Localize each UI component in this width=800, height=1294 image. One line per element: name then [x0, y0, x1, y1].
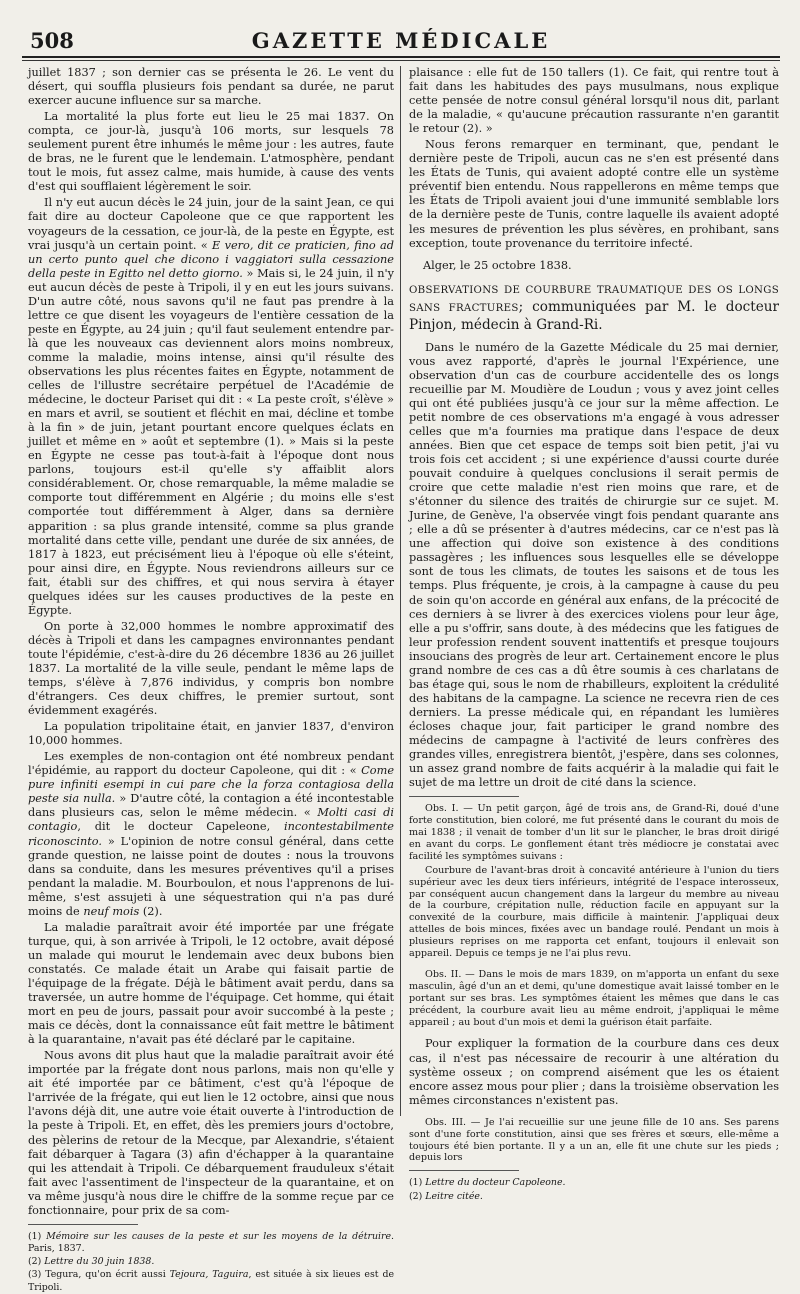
- paragraph: Dans le numéro de la Gazette Médicale du 25 mai dernier, vous avez rapporté, d'après le journal l'Expérience, une observation d'un cas de courbure accidentelle des os longs recueillie par M. Moudière de Loudun ; vous y avez joint celles qui ont été publiées jusqu'à ce jour sur la même affection. Le petit nombre de ces observations m'a engagé à vous adresser celles que m'a fournies ma pratique dans l'espace de deux années. Bien que cet espace de temps soit bien petit, j'ai vu trois fois cet accident ; si une expérience d'aussi courte durée pouvait conduire à quelques conclusions il serait permis de croire que cette maladie n'est rien moins que rare, et de s'étonner du silence des traités de chirurgie sur ce sujet. M. Jurine, de Genève, l'a observée vingt fois pendant quarante ans ; elle a dû se présenter à d'autres médecins, car ce n'est pas là une affection qui doive son existence à des conditions passagères ; les influences sous lesquelles elle se développe sont de tous les climats, de toutes les saisons et de tous les temps. Plus fréquente, je crois, à la campagne à cause du peu de soin qu'on accorde en général aux enfans, de la précocité de ces derniers à se livrer à des exercices violens pour leur âge, elle a pu s'offrir, sans doute, à des médecins que les fatigues de leur profession rendent souvent inattentifs et presque toujours insoucians des progrès de leur art. Certainement encore le plus grand nombre de ces cas a dû être soumis à ces charlatans de bas étage qui, sous le nom de rhabilleurs, exploitent la crédulité des habitans de la campagne. La science ne recevra rien de ces derniers. La presse médicale qui, en répandant les lumières écloses chaque jour, fait participer le grand nombre des médecins de campagne à l'activité de leurs confrères des grandes villes, enregistrera bientôt, j'espère, dans ses colonnes, un assez grand nombre de faits acquérir à la maladie qui fait le sujet de ma lettre un droit de cité dans la science.: [409, 340, 779, 790]
- footnote: (1) Mémoire sur les causes de la peste et sur les moyens de la détruire. Paris, 1837.: [28, 1230, 394, 1254]
- footnote-rule: [28, 1224, 138, 1225]
- paragraph: La population tripolitaine était, en janvier 1837, d'environ 10,000 hommes.: [28, 720, 394, 748]
- observation: Obs. I. — Un petit garçon, âgé de trois ans, de Grand-Ri, doué d'une forte constitution, bien coloré, me fut présenté dans le courant du mois de mai 1838 ; il venait de tomber d'un lit sur le plancher, le bras droit dirigé en avant du corps. Le gonflement étant très médiocre je constatai avec facilité les symptômes suivans :: [409, 803, 779, 862]
- footnote: (2) Leitre citée.: [409, 1190, 483, 1202]
- paragraph: La maladie paraîtrait avoir été importée par une frégate turque, qui, à son arrivée à Tripoli, le 12 octobre, avait déposé un malade qui mourut le lendemain avec deux bubons bien constatés. Ce malade était un Arabe qui faisait partie de l'équipage de la frégate. Déjà le bâtiment avait perdu, dans sa traversée, un autre homme de l'équipage. Cet homme, qui était mort en peu de jours, passait pour avoir succombé à la peste ; mais ce décès, dont la connaissance eût fait mettre le bâtiment à la quarantaine, n'avait pas été déclaré par le capitaine.: [28, 920, 394, 1047]
- footnote: (2) Lettre du 30 juin 1838.: [28, 1256, 155, 1268]
- page-header: [22, 22, 780, 58]
- article-title: OBSERVATIONS DE COURBURE TRAUMATIQUE DES OS LONGS SANS FRACTURES; communiquées par M. le docteur Pinjon, médecin à Grand-Ri.: [409, 284, 780, 333]
- observation: Courbure de l'avant-bras droit à concavité antérieure à l'union du tiers supérieur avec les deux tiers inférieurs, intégrité de l'espace interosseux, par conséquent aucun changement dans la largeur du membre au niveau de la courbure, crépitation nulle, réduction facile en appuyant sur la convexité de la courbure, mais difficile à maintenir. J'appliquai deux attelles de bois minces, fixées avec un bandage roulé. Pendant un mois à plusieurs reprises on me rapporta cet enfant, toujours il enlevait son appareil. Depuis ce temps je ne l'ai plus revu.: [409, 864, 779, 960]
- paragraph: Les exemples de non-contagion ont été nombreux pendant l'épidémie, au rapport du docteur Capoleone, qui dit : « Come pure infiniti esempi in cui pare che la forza contagiosa della peste sia nulla. » D'autre côté, la contagion a été incontestable dans plusieurs cas, selon le même médecin. « Molti casi di contagio, dit le docteur Capeleone, incontestabilmente riconoscinto. » L'opinion de notre consul général, dans cette grande question, ne laisse point de doutes : nous la trouvons dans sa conduite, dans les mesures préventives qu'il a prises pendant la maladie. M. Bourboulon, et nous l'apprenons de lui-même, s'est assujeti à une séquestration qui n'a pas duré moins de neuf mois (2).: [28, 750, 394, 918]
- paragraph: La mortalité la plus forte eut lieu le 25 mai 1837. On compta, ce jour-là, jusqu'à 106 morts, sur lesquels 78 seulement purent être inhumés le même jour : les autres, faute de bras, ne le furent que le lendemain. L'atmosphère, pendant tout le mois, fut assez calme, mais humide, à cause des vents d'est qui soufflaient légèrement le soir.: [28, 110, 394, 194]
- paragraph: plaisance : elle fut de 150 tallers (1). Ce fait, qui rentre tout à fait dans les habitudes des pays musulmans, nous explique cette pensée de notre consul général lorsqu'il nous dit, parlant de la maladie, « qu'aucune précaution rassurante n'en garantit le retour (2). »: [409, 66, 779, 136]
- paragraph: Nous ferons remarquer en terminant, que, pendant le dernière peste de Tripoli, aucun cas ne s'en est présenté dans les États de Tunis, qui avaient adopté contre elle un système préventif bien entendu. Nous rappellerons en même temps que les États de Tripoli avaient joui d'une immunité semblable lors de la dernière peste de Tunis, contre laquelle ils avaient adopté les mesures de prévention les plus sévères, en prohibant, sans exception, toute provenance du territoire infecté.: [409, 138, 779, 250]
- dateline: Alger, le 25 octobre 1838.: [423, 258, 572, 272]
- observation: Obs. II. — Dans le mois de mars 1839, on m'apporta un enfant du sexe masculin, âgé d'un an et demi, qu'une domestique avait laissé tomber en le portant sur ses bras. Les symptômes étaient les mêmes que dans le cas précédent, la courbure avait lieu au même endroit, j'appliquai le même appareil ; au bout d'un mois et demi la guérison était parfaite.: [409, 968, 779, 1028]
- footnote-rule: [409, 1170, 519, 1171]
- right-column: [409, 66, 780, 1202]
- footnote: (1) Lettre du docteur Capoleone.: [409, 1177, 566, 1189]
- paragraph: On porte à 32,000 hommes le nombre approximatif des décès à Tripoli et dans les campagnes environnantes pendant toute l'épidémie, c'est-à-dire du 26 décembre 1836 au 26 juillet 1837. La mortalité de la ville seule, pendant le même laps de temps, s'élève à 7,876 individus, y compris bon nombre d'étrangers. Ces deux chiffres, le premier surtout, sont évidemment exagérés.: [28, 619, 394, 718]
- section-rule: [409, 796, 519, 797]
- observation: Obs. III. — Je l'ai recueillie sur une jeune fille de 10 ans. Ses parens sont d'une forte constitution, ainsi que ses frères et sœurs, elle-même a toujours été bien portante. Il y a un an, elle fit une chute sur les pieds ; depuis lors: [409, 1116, 779, 1164]
- paragraph: Nous avons dit plus haut que la maladie paraîtrait avoir été importée par la frégate dont nous parlons, mais non qu'elle y ait été importée par ce bâtiment, c'est qu'à l'époque de l'arrivée de la frégate, qui eut lien le 12 octobre, ainsi que nous l'avons déjà dit, une autre voie était ouverte à l'introduction de la peste à Tripoli. Et, en effet, dès les premiers jours d'octobre, des pèlerins de retour de la Mecque, par Alexandrie, s'étaient fait débarquer à Tagara (3) afin d'échapper à la quarantaine qui les attendait à Tripoli. Ce débarquement frauduleux s'était fait avec l'assentiment de l'inspecteur de la quarantaine, et on va même jusqu'à nous dire le chiffre de la somme reçue par ce fonctionnaire, pour prix de sa com-: [28, 1049, 394, 1217]
- header-rule: [22, 60, 780, 61]
- paragraph: juillet 1837 ; son dernier cas se présenta le 26. Le vent du désert, qui souffla plusieurs fois pendant sa durée, ne parut exercer aucune influence sur sa marche.: [28, 66, 394, 108]
- paragraph: Il n'y eut aucun décès le 24 juin, jour de la saint Jean, ce qui fait dire au docteur Capoleone que ce que rapportent les voyageurs de la cessation, ce jour-là, de la peste en Égypte, est vrai jusqu'à un certain point. « E vero, dit ce praticien, fino ad un certo punto quel che dicono i vaggiatori sulla cessazione della peste in Egitto nel detto giorno. » Mais si, le 24 juin, il n'y eut aucun décès de peste à Tripoli, il y en eut les jours suivans. D'un autre côté, nous savons qu'il ne faut pas prendre à la lettre ce que disent les voyageurs de l'entière cessation de la peste en Égypte, au 24 juin ; qu'il faut seulement entendre par-là que les nouveaux cas deviennent alors moins nombreux, comme la maladie, moins intense, ainsi qu'il résulte des observations les plus récentes faites en Égypte, notamment de celles de l'illustre secrétaire perpétuel de l'Académie de médecine, le docteur Pariset qui dit : « La peste croît, s'élève » en mars et avril, se soutient et fléchit en mai, décline et tombe à la fin » de juin, jetant pourtant encore quelques éclats en juillet et même en » août et septembre (1). » Mais si la peste en Égypte ne cesse pas tout-à-fait à l'époque dont nous parlons, toujours est-il qu'elle s'y affaiblit alors considérablement. Or, chose remarquable, la même maladie se comporte tout différemment en Algérie ; du moins elle s'est comportée tout différemment à Alger, dans sa dernière apparition : sa plus grande intensité, comme sa plus grande mortalité dans cette ville, pendant une durée de six années, de 1817 à 1823, eut précisément lieu à l'époque où elle s'éteint, pour ainsi dire, en Égypte. Nous reviendrons ailleurs sur ce fait, établi sur des chiffres, et qui nous servira à étayer quelques idées sur les causes productives de la peste en Égypte.: [28, 196, 394, 617]
- journal-title: GAZETTE MÉDICALE: [251, 28, 551, 53]
- footnote: (3) Tegura, qu'on écrit aussi Tejoura, Taguira, est située à six lieues est de Tripoli.: [28, 1269, 395, 1293]
- page-number: 508: [30, 28, 74, 53]
- paragraph: Pour expliquer la formation de la courbure dans ces deux cas, il n'est pas nécessaire de recourir à une altération du système osseux ; on comprend aisément que les os étaient encore assez mous pour plier ; dans la troisième observation les mêmes circonstances n'existent pas.: [409, 1037, 779, 1107]
- left-column: [28, 66, 395, 1293]
- column-divider: [400, 66, 401, 1116]
